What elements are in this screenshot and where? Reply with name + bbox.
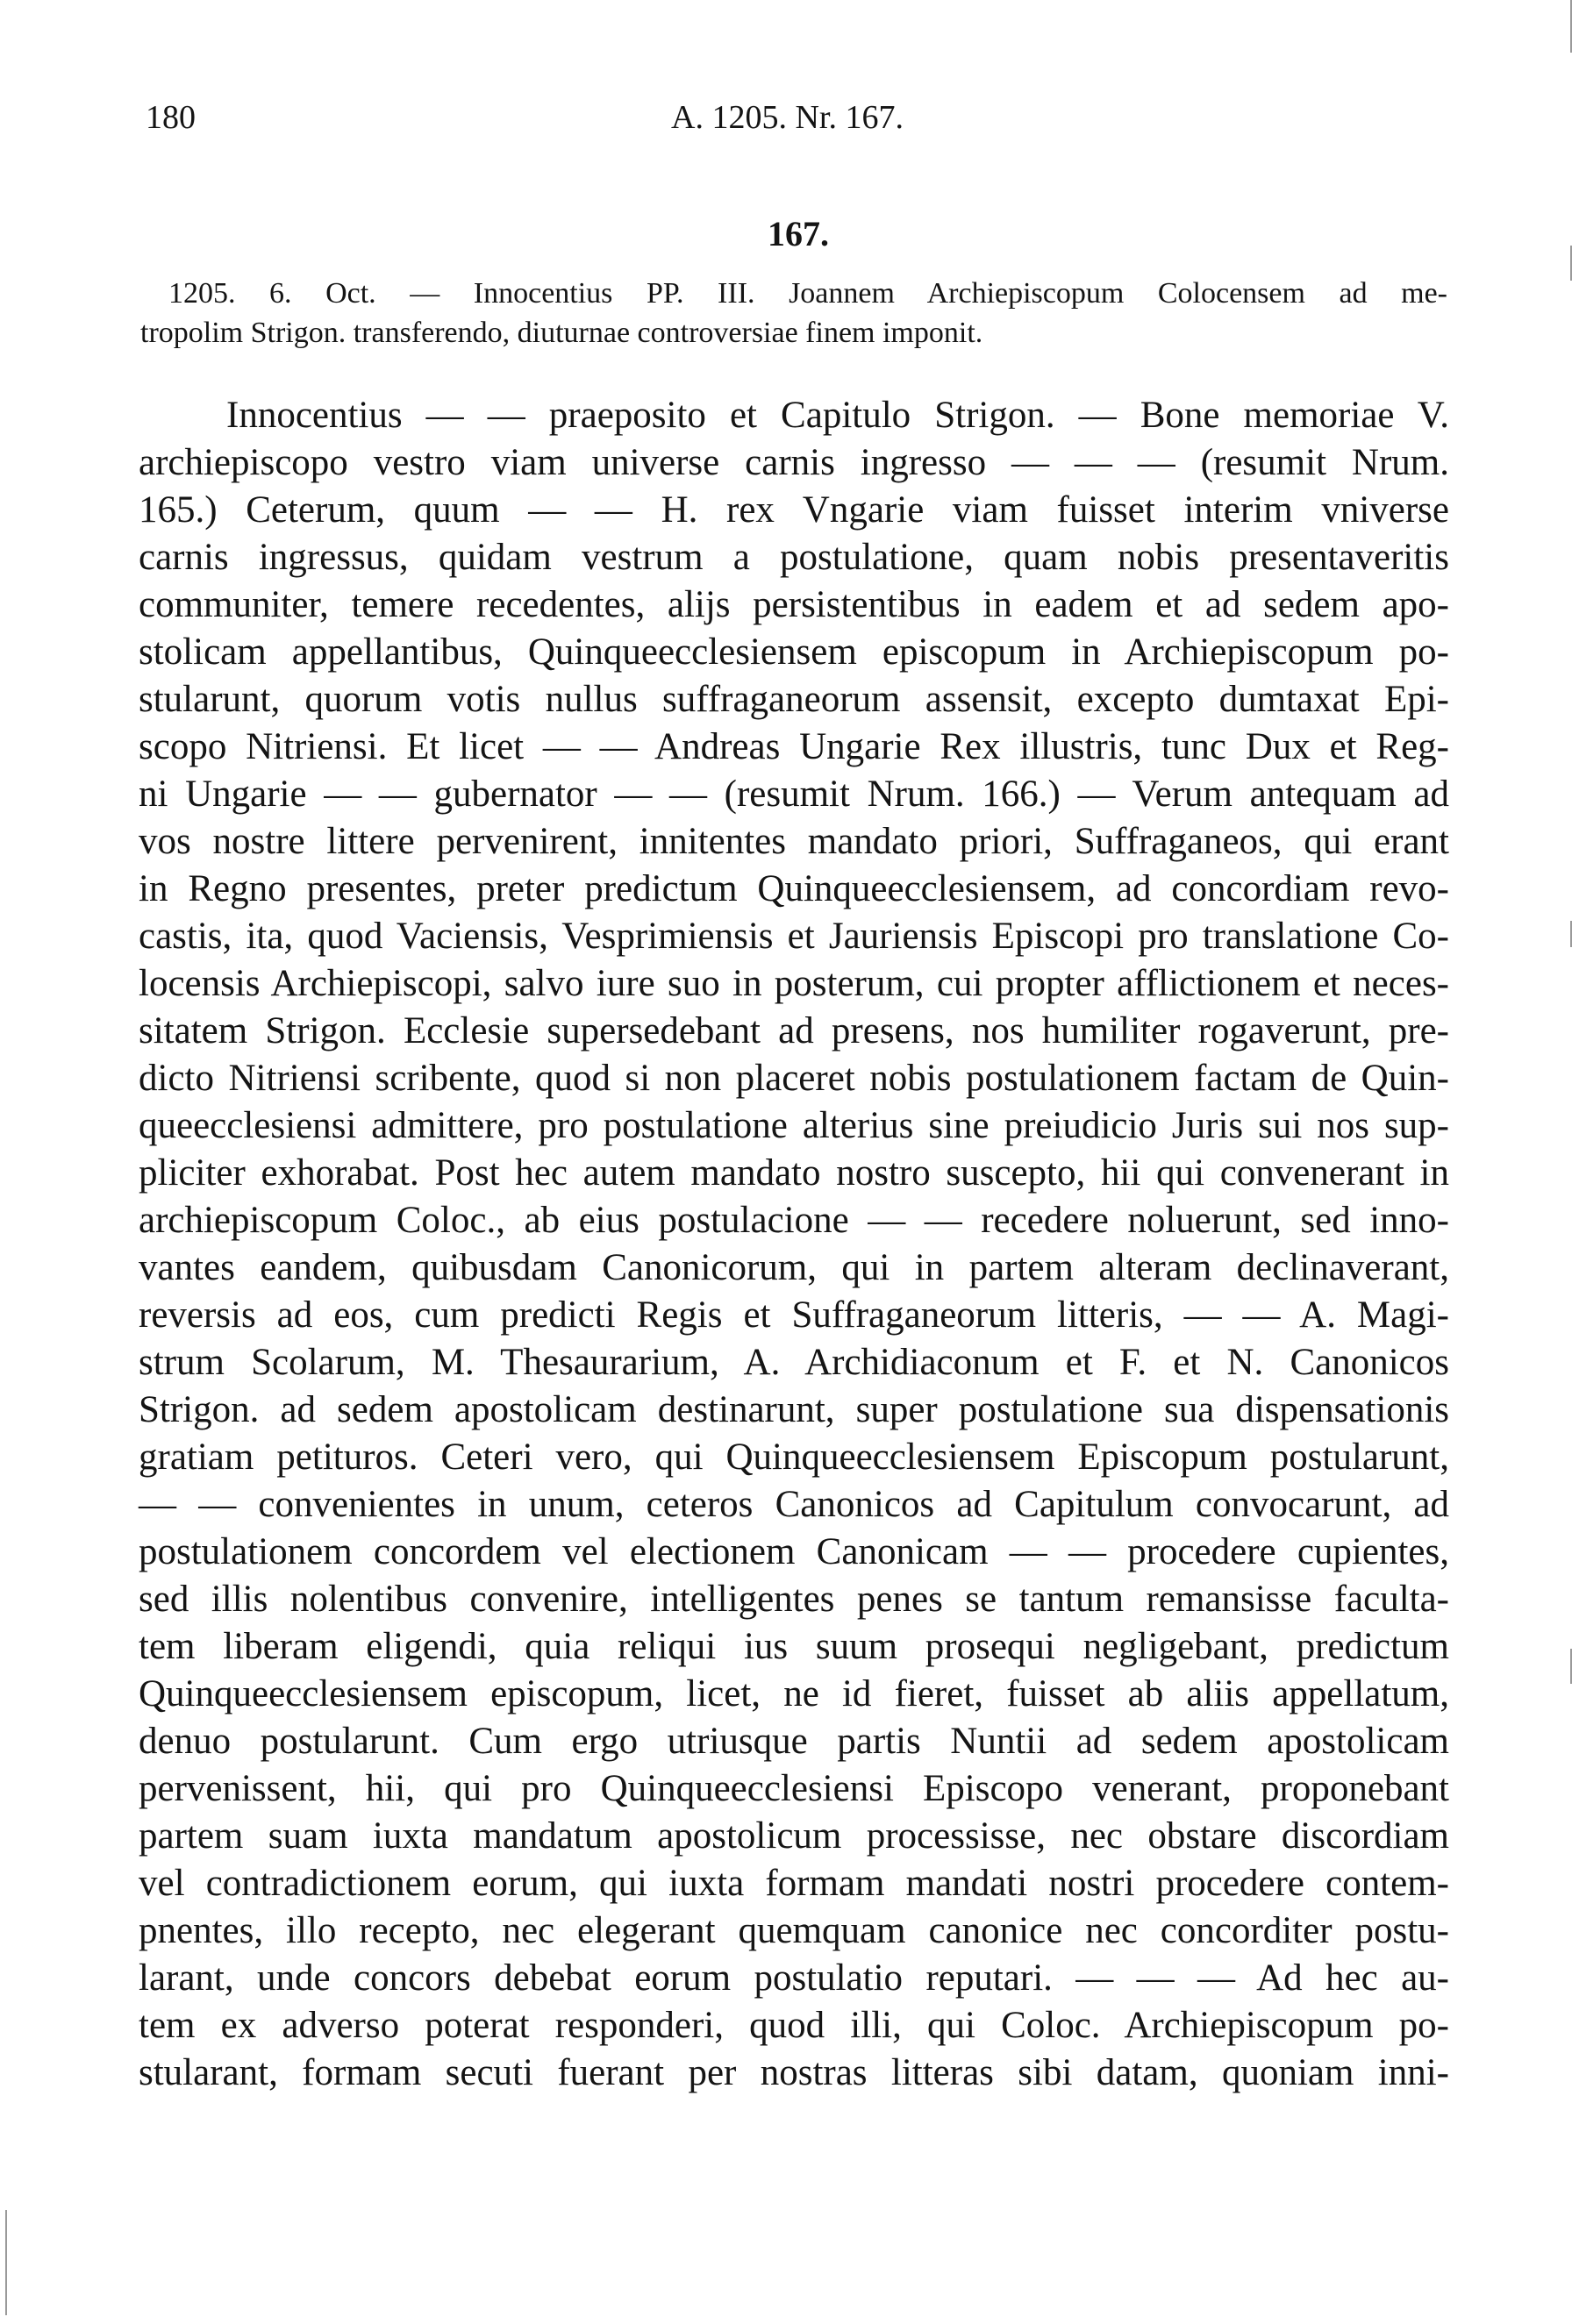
body-line: sitatem Strigon. Ecclesie supersedebant ad presens, nos humiliter rogaverunt, pre-	[139, 1010, 1449, 1052]
body-line: gratiam petituros. Ceteri vero, qui Quinqueecclesiensem Episcopum postularunt,	[139, 1436, 1449, 1478]
body-line: pervenissent, hii, qui pro Quinqueecclesiensi Episcopo venerant, proponebant	[139, 1768, 1449, 1809]
body-line: stularant, formam secuti fuerant per nostras litteras sibi datam, quoniam inni-	[139, 2052, 1449, 2093]
body-line: in Regno presentes, preter predictum Quinqueecclesiensem, ad concordiam revo-	[139, 868, 1449, 909]
body-line: sed illis nolentibus convenire, intelligentes penes se tantum remansisse faculta-	[139, 1579, 1449, 1620]
body-line: Quinqueecclesiensem episcopum, licet, ne id fieret, fuisset ab aliis appellatum,	[139, 1673, 1449, 1714]
body-line: castis, ita, quod Vaciensis, Vesprimiensis et Jauriensis Episcopi pro translatione Co-	[139, 916, 1449, 957]
document-body	[139, 392, 1449, 2097]
body-line: strum Scolarum, M. Thesaurarium, A. Archidiaconum et F. et N. Canonicos	[139, 1342, 1449, 1383]
summary-line: tropolim Strigon. transferendo, diuturnae controversiae finem imponit.	[140, 317, 983, 349]
body-line: scopo Nitriensi. Et licet — — Andreas Ungarie Rex illustris, tunc Dux et Reg-	[139, 726, 1449, 767]
scan-edge-line	[1570, 1649, 1572, 1684]
body-line: vos nostre littere pervenirent, innitentes mandato priori, Suffraganeos, qui erant	[139, 821, 1449, 862]
body-line: partem suam iuxta mandatum apostolicum processisse, nec obstare discordiam	[139, 1815, 1449, 1857]
body-line: 165.) Ceterum, quum — — H. rex Vngarie viam fuisset interim vniverse	[139, 489, 1449, 531]
page-number: 180	[146, 99, 196, 136]
document-summary	[140, 274, 1447, 353]
body-line: locensis Archiepiscopi, salvo iure suo in posterum, cui propter afflictionem et neces-	[139, 963, 1449, 1004]
scan-edge-line	[1570, 0, 1572, 53]
document-number: 167.	[768, 214, 829, 253]
scan-edge-line	[1570, 921, 1572, 947]
body-line: ni Ungarie — — gubernator — — (resumit Nrum. 166.) — Verum antequam ad	[139, 773, 1449, 815]
body-line: dicto Nitriensi scribente, quod si non placeret nobis postulationem factam de Quin-	[139, 1058, 1449, 1099]
body-line: tem liberam eligendi, quia reliqui ius suum prosequi negligebant, predictum	[139, 1626, 1449, 1667]
body-line: postulationem concordem vel electionem Canonicam — — procedere cupientes,	[139, 1531, 1449, 1572]
body-line: carnis ingressus, quidam vestrum a postulatione, quam nobis presentaveritis	[139, 537, 1449, 578]
body-line: vel contradictionem eorum, qui iuxta formam mandati nostri procedere contem-	[139, 1863, 1449, 1904]
body-line: queecclesiensi admittere, pro postulatione alterius sine preiudicio Juris sui nos sup-	[139, 1105, 1449, 1146]
body-line: vantes eandem, quibusdam Canonicorum, qui in partem alteram declinaverant,	[139, 1247, 1449, 1288]
summary-line: 1205. 6. Oct. — Innocentius PP. III. Joannem Archiepiscopum Colocensem ad me-	[168, 277, 1447, 310]
body-line: reversis ad eos, cum predicti Regis et Suffraganeorum litteris, — — A. Magi-	[139, 1294, 1449, 1336]
body-line: pliciter exhorabat. Post hec autem mandato nostro suscepto, hii qui convenerant in	[139, 1152, 1449, 1194]
body-line: denuo postularunt. Cum ergo utriusque partis Nuntii ad sedem apostolicam	[139, 1721, 1449, 1762]
body-line: Strigon. ad sedem apostolicam destinarunt, super postulatione sua dispensationis	[139, 1389, 1449, 1430]
body-line: stularunt, quorum votis nullus suffraganeorum assensit, excepto dumtaxat Epi-	[139, 679, 1449, 720]
scan-edge-line	[5, 2210, 7, 2315]
body-line: pnentes, illo recepto, nec elegerant quemquam canonice nec concorditer postu-	[139, 1910, 1449, 1951]
page-header	[140, 98, 1351, 151]
body-line: Innocentius — — praeposito et Capitulo Strigon. — Bone memoriae V.	[226, 395, 1449, 436]
body-line: archiepiscopum Coloc., ab eius postulacione — — recedere noluerunt, sed inno-	[139, 1200, 1449, 1241]
body-line: — — convenientes in unum, ceteros Canonicos ad Capitulum convocarunt, ad	[139, 1484, 1449, 1525]
scan-edge-line	[1570, 246, 1572, 281]
body-line: larant, unde concors debebat eorum postulatio reputari. — — — Ad hec au-	[139, 1957, 1449, 1999]
body-line: tem ex adverso poterat responderi, quod illi, qui Coloc. Archiepiscopum po-	[139, 2005, 1449, 2046]
body-line: communiter, temere recedentes, alijs persistentibus in eadem et ad sedem apo-	[139, 584, 1449, 625]
body-line: archiepiscopo vestro viam universe carnis ingresso — — — (resumit Nrum.	[139, 442, 1449, 483]
body-line: stolicam appellantibus, Quinqueecclesiensem episcopum in Archiepiscopum po-	[139, 631, 1449, 673]
running-head: A. 1205. Nr. 167.	[671, 99, 904, 136]
